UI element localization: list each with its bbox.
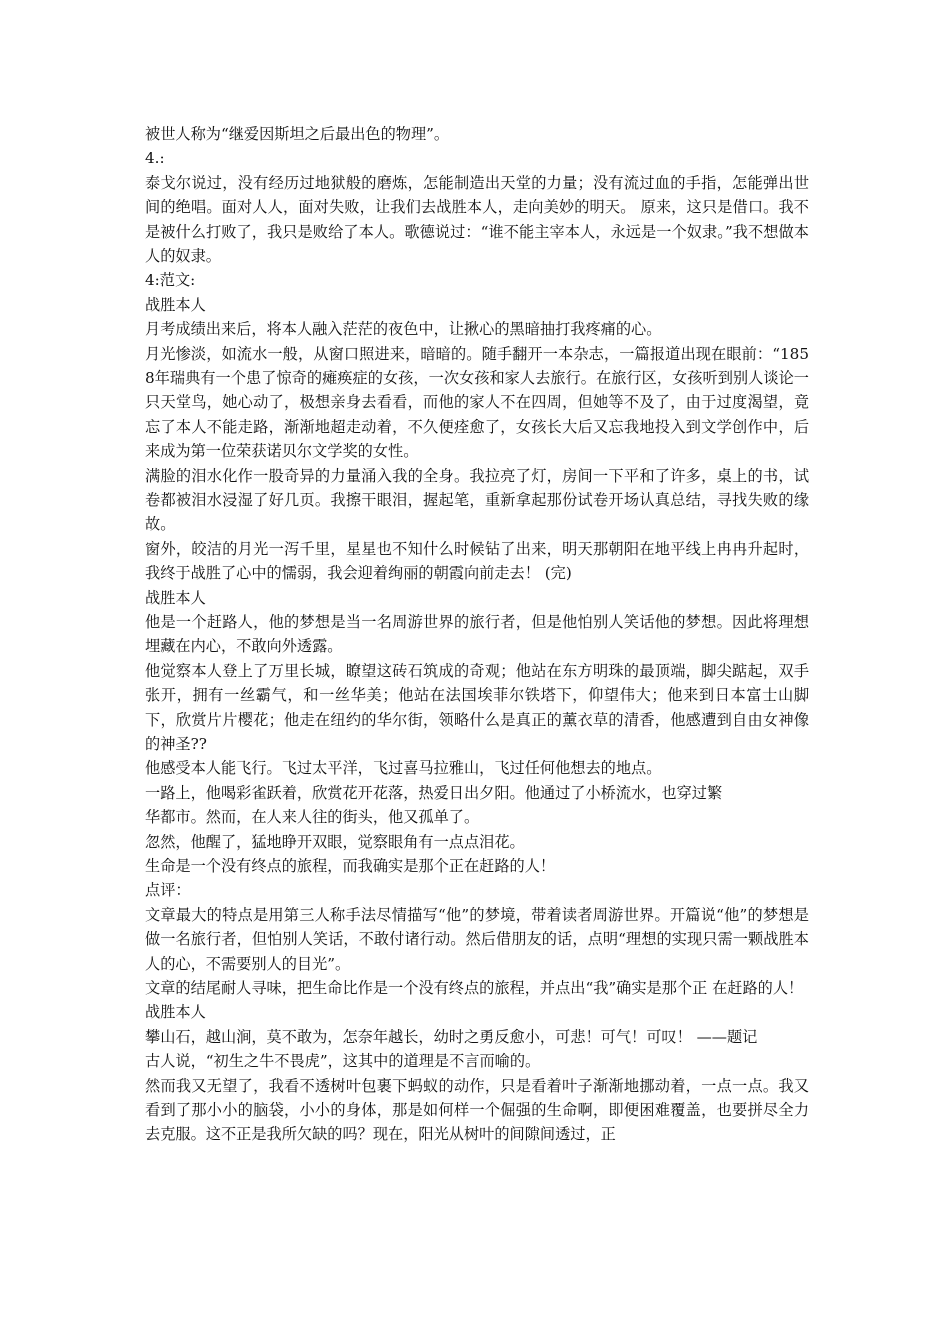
- paragraph: 生命是一个没有终点的旅程，而我确实是那个正在赶路的人！: [145, 857, 556, 876]
- paragraph: 泰戈尔说过，没有经历过地狱般的磨炼，怎能制造出天堂的力量；没有流过血的手指，怎能弹出世间的绝唱。面对人人，面对失败，让我们去战胜本人，走向美妙的明天。 原来，这只是借口。我不是被什么打败了，我只是败给了本人。歌德说过：“谁不能主宰本人，永远是一个奴隶。”我不想做本人的奴隶。: [145, 173, 809, 265]
- paragraph: 月考成绩出来后，将本人融入茫茫的夜色中，让揪心的黑暗抽打我疼痛的心。: [145, 320, 662, 339]
- essay-title: 战胜本人: [145, 1003, 206, 1022]
- paragraph: 华都市。然而，在人来人往的街头，他又孤单了。: [145, 808, 480, 827]
- paragraph: 满脸的泪水化作一股奇异的力量涌入我的全身。我拉亮了灯，房间一下平和了许多，桌上的书，试卷都被泪水浸湿了好几页。我擦干眼泪，握起笔，重新拿起那份试卷开场认真总结，寻找失败的缘故。: [145, 466, 809, 534]
- paragraph: 他感受本人能飞行。飞过太平洋，飞过喜马拉雅山，飞过任何他想去的地点。: [145, 759, 662, 778]
- paragraph: 窗外，皎洁的月光一泻千里，星星也不知什么时候钻了出来，明天那朝阳在地平线上冉冉升起时，我终于战胜了心中的懦弱，我会迎着绚丽的朝霞向前走去！ (完): [145, 539, 809, 583]
- paragraph: 一路上，他喝彩雀跃着，欣赏花开花落，热爱日出夕阳。他通过了小桥流水，也穿过繁: [145, 783, 723, 802]
- paragraph: 他是一个赶路人，他的梦想是当一名周游世界的旅行者，但是他怕别人笑话他的梦想。因此将理想埋藏在内心，不敢向外透露。: [145, 613, 809, 656]
- paragraph: 忽然，他醒了，猛地睁开双眼，觉察眼角有一点点泪花。: [145, 832, 525, 851]
- document-body: [145, 122, 809, 1147]
- paragraph: 月光惨淡，如流水一般，从窗口照进来，暗暗的。随手翻开一本杂志，一篇报道出现在眼前：“1858年瑞典有一个患了惊奇的瘫痪症的女孩，一次女孩和家人去旅行。在旅行区，女孩听到别人谈论一只天堂鸟，她心动了，极想亲身去看看，而他的家人不在四周，但她等不及了，由于过度渴望，竟忘了本人不能走路，渐渐地超走动着，不久便痊愈了，女孩长大后又忘我地投入到文学创作中，后来成为第一位荣获诺贝尔文学奖的女性。: [145, 344, 809, 461]
- paragraph: 他觉察本人登上了万里长城，瞭望这砖石筑成的奇观；他站在东方明珠的最顶端，脚尖踮起，双手张开，拥有一丝霸气，和一丝华美；他站在法国埃菲尔铁塔下，仰望伟大；他来到日本富士山脚下，欣赏片片樱花；他走在纽约的华尔街，领略什么是真正的薰衣草的清香，他感遭到自由女神像的神圣??: [145, 661, 809, 754]
- paragraph: 文章最大的特点是用第三人称手法尽情描写“他”的梦境，带着读者周游世界。开篇说“他”的梦想是做一名旅行者，但怕别人笑话，不敢付诸行动。然后借朋友的话，点明“理想的实现只需一颗战胜本人的心，不需要别人的目光”。: [145, 905, 809, 973]
- comment-heading: 点评：: [145, 881, 191, 900]
- paragraph: 被世人称为“继爱因斯坦之后最出色的物理”。: [145, 125, 450, 143]
- essay-title: 战胜本人: [145, 295, 206, 314]
- essay-title: 战胜本人: [145, 588, 206, 607]
- paragraph: 文章的结尾耐人寻味，把生命比作是一个没有终点的旅程，并点出“我”确实是那个正 在赶路的人！: [145, 979, 804, 998]
- paragraph: 古人说，“初生之牛不畏虎”，这其中的道理是不言而喻的。: [145, 1052, 541, 1071]
- section-number: 4.:: [145, 149, 165, 168]
- paragraph: 然而我又无望了，我看不透树叶包裹下蚂蚁的动作，只是看着叶子渐渐地挪动着，一点一点。我又看到了那小小的脑袋，小小的身体，那是如何样一个倔强的生命啊，即便困难覆盖，也要拼尽全力去克服。这不正是我所欠缺的吗？现在，阳光从树叶的间隙间透过，正: [145, 1076, 809, 1144]
- paragraph: 攀山石，越山涧，莫不敢为，怎奈年越长，幼时之勇反愈小，可悲！可气！可叹！ ——题记: [145, 1027, 758, 1046]
- section-heading: 4:范文:: [145, 271, 196, 290]
